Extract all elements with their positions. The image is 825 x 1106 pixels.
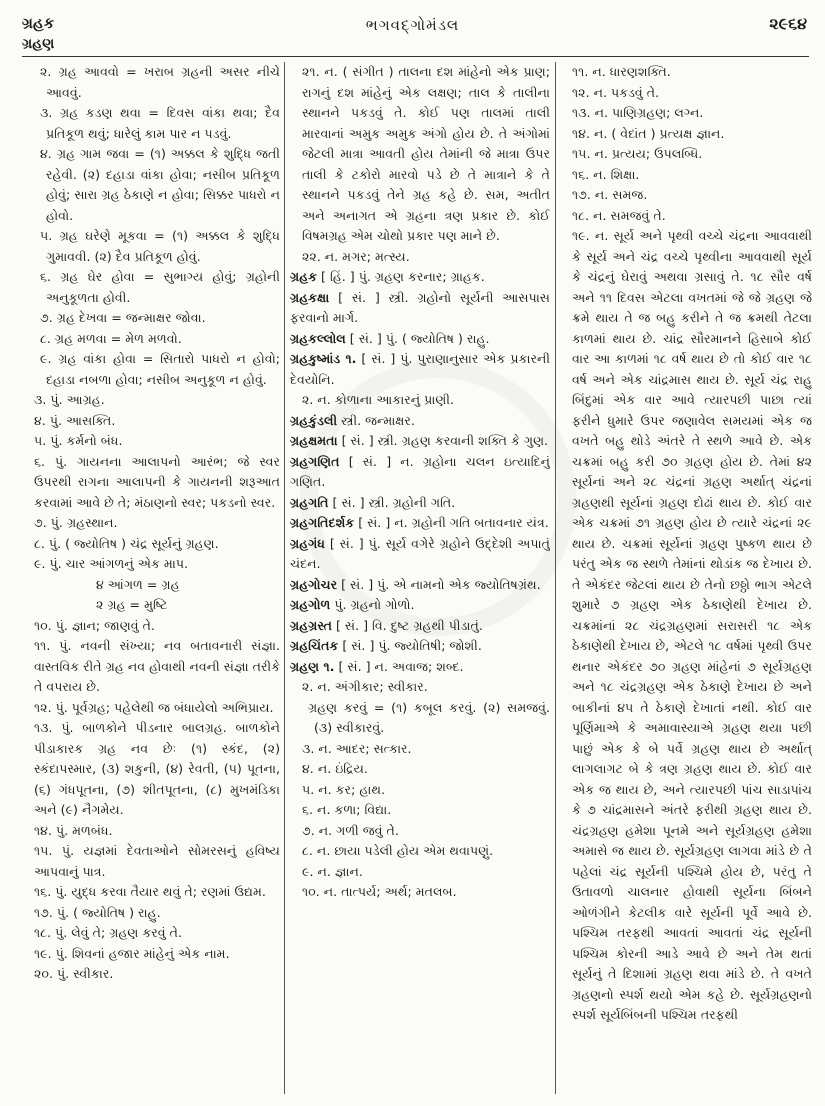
dictionary-entry: ૪. પું. આસક્તિ.	[34, 412, 116, 428]
dictionary-entry: ગ્રહકલ્લોલ [ સં. ] પું. ( જ્યોતિષ ) રાહુ.	[290, 330, 490, 346]
dictionary-entry: ગ્રહકુંડલી સ્ત્રી. જન્માક્ષર.	[290, 412, 415, 428]
dictionary-entry: ગ્રહગોળ પું. ગ્રહનો ગોળો.	[290, 597, 415, 612]
dictionary-entry: ૬. ન. કળા; વિદ્યા.	[302, 802, 392, 817]
dictionary-entry: ૫. ગ્રહ ઘરેણે મૂકવા = (૧) અક્કલ કે શુદ્ધિ ગુમાવવી. (૨) દૈવ પ્રતિકૂળ હોવું.	[40, 228, 280, 264]
header-rule	[22, 56, 809, 57]
dictionary-entry: ગ્રહચિંતક [ સં. ] પું. જ્યોતિષી; જોશી.	[290, 638, 482, 653]
headword: ગ્રહકલ્લોલ	[290, 330, 346, 346]
dictionary-entry: ૧૧. પું. નવની સંખ્યા; નવ બતાવનારી સંજ્ઞા. વાસ્તવિક રીતે ગ્રહ નવ હોવાથી નવની સંજ્ઞા તરીકે તે વપરાય છે.	[34, 638, 280, 694]
dictionary-entry: ૧૩. ન. પાણિગ્રહણ; લગ્ન.	[572, 105, 704, 120]
dictionary-entry: ૨. ન. કોળાના આકારનું પ્રાણી.	[302, 392, 454, 407]
dictionary-entry: ગ્રહગંધ [ સં. ] પું. સૂર્ય વગેરે ગ્રહોને ઉદ્દેશી અપાતું ચંદન.	[290, 535, 550, 571]
dictionary-entry: ૯. પું. ચાર આંગળનું એક માપ.	[34, 556, 189, 571]
dictionary-entry: ગ્રહણ કરવું = (૧) કબૂલ કરવું. (૨) સમજવું. (૩) સ્વીકારવું.	[308, 699, 550, 735]
column-3	[560, 62, 812, 1096]
column-2	[290, 62, 550, 1096]
dictionary-entry: ૧૮. ન. સમજવું તે.	[572, 207, 666, 223]
dictionary-entry: ગ્રહગોચર [ સં. ] પું. એ નામનો એક જ્યોતિષગ્રંથ.	[290, 576, 541, 592]
headword: ગ્રહગોળ	[290, 597, 331, 612]
headword: ગ્રહગતિદર્શક	[290, 515, 355, 530]
dictionary-entry: ૮. ન. છાયા પડેલી હોય એમ થવાપણું.	[302, 843, 494, 858]
headword: ગ્રહક્ષમતા	[290, 433, 338, 448]
dictionary-entry: ૧૪. પું. મળબંધ.	[34, 822, 113, 838]
page-header	[0, 0, 825, 52]
column-divider	[555, 62, 556, 1094]
dictionary-entry: ગ્રહક [ હિં. ] પું. ગ્રહણ કરનાર; ગ્રાહક.	[290, 269, 485, 284]
dictionary-entry: ૮. પું. ( જ્યોતિષ ) ચંદ્ર સૂર્યનું ગ્રહણ.	[34, 535, 219, 551]
dictionary-entry: ૭. ગ્રહ દેખવા = જન્માક્ષર જોવા.	[40, 310, 206, 325]
dictionary-entry: ૧૫. પું. યજ્ઞમાં દેવતાઓને સોમરસનું હવિષ્ય આપવાનું પાત્ર.	[34, 843, 280, 879]
guide-word-last: ગ્રહણ	[22, 36, 55, 52]
dictionary-entry: ૭. ન. ગળી જવું તે.	[302, 822, 399, 838]
dictionary-entry: ૮. ગ્રહ મળવા = મેળ મળવો.	[40, 330, 182, 346]
dictionary-entry: ૩. ગ્રહ કડણ થવા = દિવસ વાંકા થવા; દૈવ પ્રતિકૂળ થવું; ધારેલું કામ પાર ન પડવું.	[40, 105, 280, 141]
dictionary-entry: ૧૭. પું. ( જ્યોતિષ ) રાહુ.	[34, 904, 161, 920]
dictionary-entry: ૧૨. પું. પૂર્વગ્રહ; પહેલેથી જ બંધાયેલો અભિપ્રાય.	[34, 699, 274, 715]
dictionary-entry: ૪. ગ્રહ ગામ જવા = (૧) અક્કલ કે શુદ્ધિ જતી રહેવી. (૨) દહાડા વાંકા હોવા; નસીબ પ્રતિકૂળ હોવું; સારા ગ્રહ ઠેકાણે ન હોવા; સિક્કર પાધરો ન હોવો.	[40, 146, 280, 223]
dictionary-entry: ૨. ગ્રહ આવવો = ખરાબ ગ્રહની અસર નીચે આવવું.	[40, 64, 280, 100]
dictionary-entry: ૯. ગ્રહ વાંકા હોવા = સિતારો પાધરો ન હોવો; દહાડા નબળા હોવા; નસીબ અનુકૂળ ન હોવું.	[40, 351, 280, 387]
page-number: ૨૯૬૪	[769, 14, 807, 33]
dictionary-entry: ગ્રહકુષ્માંડ ૧. [ સં. ] પું. પુરાણાનુસાર એક પ્રકારની દેવયોનિ.	[290, 351, 550, 387]
dictionary-entry: ગ્રહગ્રસ્ત [ સં. ] વિ. દુષ્ટ ગ્રહથી પીડાતું.	[290, 617, 483, 633]
dictionary-entry: ૧૯. ન. સૂર્ય અને પૃથ્વી વચ્ચે ચંદ્રના આવવાથી કે સૂર્ય અને ચંદ્ર વચ્ચે પૃથ્વીના આવવાથી સૂર્ય કે ચંદ્રનું ઘેરાવું અથવા ગ્રસાવું તે. ૧૮ સૌર વર્ષ અને ૧૧ દિવસ એટલા વખતમાં જે જે ગ્રહણ જે ક્રમે થાય તે જ બહુ કરીને તે જ ક્રમથી તેટલા કાળમાં થાય છે. ચાંદ્ર સૌરમાનને હિસાબે કોઈ વાર આ કાળમાં ૧૮ વર્ષ થાય છે તો કોઈ વાર ૧૮ વર્ષ અને એક ચાંદ્રમાસ થાય છે. સૂર્ય ચંદ્ર રાહુ બિંદુમાં એક વાર આવે ત્યારપછી પાછા ત્યાં ફરીને ધુમારે ઉપર જણાવેલ સમયમાં એક જ વખતે બહુ થોડે અંતરે તે સ્થળે આવે છે. એક ચક્રમાં બહુ કરી ૭૦ ગ્રહણ હોય છે. તેમાં ૪૨ સૂર્યનાં અને ૨૮ ચંદ્રનાં ગ્રહણ અર્થાત્ ચંદ્રનાં ગ્રહણથી સૂર્યનાં ગ્રહણ દોઢાં થાય છે. કોઈ વાર એક ચક્રમાં ૭૧ ગ્રહણ હોય છે ત્યારે ચંદ્રનાં ૨૯ થાય છે. ચક્રમાં સૂર્યનાં ગ્રહણ પુષ્કળ થાય છે પરંતુ એક જ સ્થળે તેમાંનાં થોડાંક જ દેખાય છે. તે એકંદર જેટલાં થાય છે તેનો છઠ્ઠો ભાગ એટલે શુમારે ૭ ગ્રહણ એક ઠેકાણેથી દેખાય છે. ચક્રમાંનાં ૨૮ ચંદ્રગ્રહણમાં સરાસરી ૧૮ એક ઠેકાણેથી દેખાય છે, એટલે ૧૮ વર્ષમાં પૃથ્વી ઉપર થનાર એકંદર ૭૦ ગ્રહણ માંહેનાં ૭ સૂર્યગ્રહણ અને ૧૮ ચંદ્રગ્રહણ એક ઠેકાણે દેખાય છે અને બાકીનાં ૪૫ તે ઠેકાણે દેખાતાં નથી. કોઈ વાર પૂર્ણિમાએ કે અમાવાસ્યાએ ગ્રહણ થયા પછી પાછું એક કે બે પર્વે ગ્રહણ થાય છે અર્થાત્ લાગલાગટ બે કે ત્રણ ગ્રહણ થાય છે. કોઈ વાર એક જ થાય છે, અને ત્યારપછી પાંચ સાડાપાંચ કે ૭ ચાંદ્રમાસને અંતરે ફરીથી ગ્રહણ થાય છે. ચંદ્રગ્રહણ હમેશા પૂનમે અને સૂર્યગ્રહણ હમેશા અમાસે જ થાય છે. સૂર્યગ્રહણ લાગવા માંડે છે તે પહેલાં ચંદ્ર સૂર્યની પશ્ચિમે હોય છે, પરંતુ તે ઉતાવળો ચાલનાર હોવાથી સૂર્યના બિંબને ઓળંગીને કેટલીક વારે સૂર્યની પૂર્વે આવે છે. પશ્ચિમ તરફથી આવતાં આવતાં ચંદ્ર સૂર્યની પશ્ચિમ કોરની આડે આવે છે અને તેમ થતાં સૂર્યનું તે દિશામાં ગ્રહણ થવા માંડે છે. તે વખતે ગ્રહણનો સ્પર્શ થયો એમ કહે છે. સૂર્યગ્રહણનો સ્પર્શ સૂર્યબિંબની પશ્ચિમ તરફથી	[572, 228, 812, 1022]
dictionary-entry: ૧૦. ન. તાત્પર્ય; અર્થ; મતલબ.	[302, 884, 457, 899]
headword: ગ્રહગંધ	[290, 535, 325, 551]
dictionary-entry: ૬. પું. ગાયનના આલાપનો આરંભ; જે સ્વર ઉપરથી રાગના આલાપની કે ગાયનની શરૂઆત કરવામાં આવે છે તે; મંઠાણનો સ્વર; પકડનો સ્વર.	[34, 453, 280, 510]
column-1	[22, 62, 280, 1096]
headword: ગ્રહણ ૧.	[290, 658, 335, 674]
headword: ગ્રહકક્ષા	[290, 289, 330, 305]
headword: ગ્રહકુંડલી	[290, 412, 338, 428]
dictionary-entry: ૫. પું. કર્મનો બંધ.	[34, 433, 123, 448]
headword: ગ્રહગણિત	[290, 453, 340, 469]
dictionary-entry: ૧૩. પું. બાળકોને પીડનાર બાલગ્રહ. બાળકોને પીડાકારક ગ્રહ નવ છેઃ (૧) સ્કંદ, (૨) સ્કંદાપસ્માર, (૩) શકુની, (૪) રેવતી, (૫) પૂતના, (૬) ગંધપૂતના, (૭) શીતપૂતના, (૮) મુખમંડિકા અને (૯) નૈગમેય.	[34, 720, 280, 817]
dictionary-entry: ૨ ગ્રહ = મુષ્ટિ	[96, 597, 168, 612]
dictionary-entry: ગ્રહગતિદર્શક [ સં. ] ન. ગ્રહોની ગતિ બતાવનાર યંત્ર.	[290, 515, 549, 530]
book-title: ભગવદ્ગોમંડલ	[365, 16, 460, 34]
dictionary-entry: ૧૮. પું. લેવું તે; ગ્રહણ કરવું તે.	[34, 925, 182, 940]
dictionary-entry: ૧૪. ન. ( વેદાંત ) પ્રત્યક્ષ જ્ઞાન.	[572, 125, 725, 141]
dictionary-entry: ૨. ન. અંગીકાર; સ્વીકાર.	[302, 679, 428, 694]
dictionary-entry: ૧૦. પું. જ્ઞાન; જાણવું તે.	[34, 617, 155, 633]
dictionary-entry: ગ્રહક્ષમતા [ સં. ] સ્ત્રી. ગ્રહણ કરવાની શક્તિ કે ગુણ.	[290, 433, 549, 448]
dictionary-entry: ગ્રહગણિત [ સં. ] ન. ગ્રહોના ચલન ઇત્યાદિનું ગણિત.	[290, 453, 550, 489]
guide-word-first: ગ્રહક	[22, 14, 55, 32]
dictionary-entry: ૩. પું. આગ્રહ.	[34, 392, 105, 407]
dictionary-entry: ૬. ગ્રહ ઘેર હોવા = સુભાગ્ય હોવું; ગ્રહોની અનુકૂળતા હોવી.	[40, 269, 280, 305]
dictionary-entry: ૧૨. ન. પકડવું તે.	[572, 84, 660, 100]
dictionary-entry: ગ્રહગતિ [ સં. ] સ્ત્રી. ગ્રહોની ગતિ.	[290, 494, 456, 510]
headword: ગ્રહગોચર	[290, 576, 338, 592]
headword: ગ્રહચિંતક	[290, 638, 339, 653]
dictionary-entry: ૨૨. ન. મગર; મત્સ્ય.	[302, 248, 410, 264]
dictionary-entry: ૧૬. ન. શિક્ષા.	[572, 166, 640, 182]
headword: ગ્રહગ્રસ્ત	[290, 617, 332, 633]
dictionary-entry: ગ્રહકક્ષા [ સં. ] સ્ત્રી. ગ્રહોનો સૂર્યની આસપાસ ફરવાનો માર્ગ.	[290, 289, 550, 325]
column-divider	[284, 62, 285, 1094]
dictionary-entry: ૫. ન. કર; હાથ.	[302, 781, 386, 797]
dictionary-entry: ૭. પું. ગ્રહસ્થાન.	[34, 515, 118, 530]
headword: ગ્રહગતિ	[290, 494, 329, 510]
dictionary-entry: ૧૯. પું. શિવનાં હજાર માંહેનું એક નામ.	[34, 945, 230, 961]
dictionary-entry: ૧૬. પું. યુદ્ધ કરવા તૈયાર થવું તે; રણમાં ઉદ્યમ.	[34, 884, 266, 899]
dictionary-entry: ૨૦. પું. સ્વીકાર.	[34, 966, 114, 981]
dictionary-entry: ગ્રહણ ૧. [ સં. ] ન. અવાજ; શબ્દ.	[290, 658, 464, 674]
dictionary-entry: ૩. ન. આદર; સત્કાર.	[302, 740, 412, 756]
dictionary-entry: ૯. ન. જ્ઞાન.	[302, 863, 363, 879]
dictionary-entry: ૨૧. ન. ( સંગીત ) તાલના દશ માંહેનો એક પ્રાણ; રાગનું દશ માંહેનું એક લક્ષણ; તાલ કે તાલીના સ્થાનને પકડવું તે. કોઈ પણ તાલમાં તાલી મારવાનાં અમુક અમુક અંગો હોય છે. તે અંગોમાં જેટલી માત્રા આવતી હોય તેમાંની જે માત્રા ઉપર તાલી કે ટકોરો મારવો પડે છે તે માત્રાને કે તે સ્થાનને પકડવું તેને ગ્રહ કહે છે. સમ, અતીત અને અનાગત એ ગ્રહના ત્રણ પ્રકાર છે. કોઈ વિષમગ્રહ એમ ચોથો પ્રકાર પણ માને છે.	[302, 64, 550, 243]
dictionary-entry: ૧૧. ન. ધારણશક્તિ.	[572, 64, 671, 79]
dictionary-entry: ૪. ન. ઇંદ્રિય.	[302, 761, 368, 776]
headword: ગ્રહક	[290, 269, 318, 284]
headword: ગ્રહકુષ્માંડ ૧.	[290, 351, 357, 366]
dictionary-entry: ૧૭. ન. સમજ.	[572, 187, 648, 202]
dictionary-entry: ૧૫. ન. પ્રત્યય; ઉપલબ્ધિ.	[572, 146, 703, 161]
dictionary-entry: ૪ આંગળ = ગ્રહ	[96, 576, 180, 592]
